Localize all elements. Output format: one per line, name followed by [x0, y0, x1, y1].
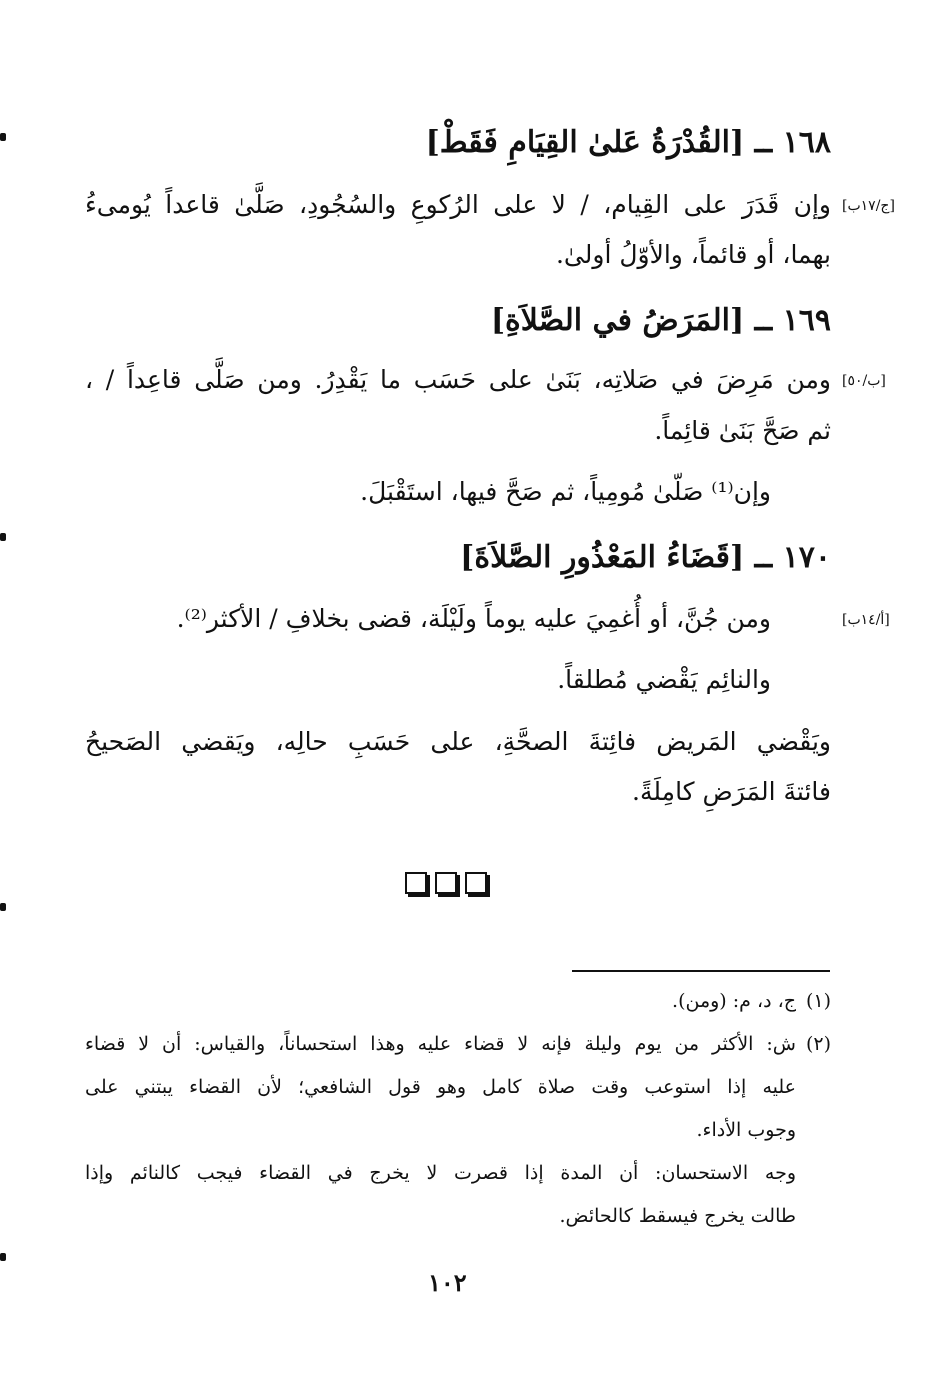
section-170-line-2: والنائِم يَقْضي مُطلقاً.	[557, 665, 771, 694]
footnote-2-line-1: ش: الأكثر من يوم وليلة فإنه لا قضاء عليه وهذا استحساناً، والقياس: أن لا قضاء	[85, 1033, 796, 1055]
footnote-2-line-2: عليه إذا استوعب وقت صلاة كامل وهو قول الشافعي؛ لأن القضاء يبتني على	[85, 1076, 796, 1098]
section-169-line-2: ثم صَحَّ بَنَىٰ قائِماً.	[654, 416, 831, 445]
margin-ref-169: [ب/٥٠]	[842, 373, 886, 389]
page-number: ١٠٢	[428, 1268, 467, 1297]
scan-edge-mark	[0, 533, 6, 541]
scan-edge-mark	[0, 903, 6, 911]
section-170-line-3: ويَقْضي المَريض فائِتةَ الصحَّةِ، على حَسَبِ حالِه، ويَقضي الصَحيحُ	[85, 727, 831, 756]
section-170-line-4: فائتةَ المَرَضِ كامِلَةً.	[632, 777, 831, 806]
section-169-line-3: وإن⁽¹⁾ صَلّىٰ مُومِياً، ثم صَحَّ فيها، استَقْبَلَ.	[360, 477, 771, 506]
section-169-heading: ١٦٩ ــ [المَرَضُ في الصَّلاَةِ]	[490, 303, 831, 338]
margin-ref-170: [أ/١٤ب]	[842, 612, 890, 628]
section-168-line-2: بهما، أو قائماً، والأوّلُ أولىٰ.	[555, 240, 831, 269]
footnote-1-number: (١)	[805, 990, 831, 1012]
section-end-ornament	[405, 872, 487, 894]
ornament-box	[435, 872, 457, 894]
scan-edge-mark	[0, 1253, 6, 1261]
scan-edge-mark	[0, 133, 6, 141]
footnote-2-line-5: طالت يخرج فيسقط كالحائض.	[559, 1205, 796, 1227]
footnote-2-line-3: وجوب الأداء.	[696, 1119, 796, 1141]
footnote-1-text: ج، د، م: (ومن).	[672, 990, 796, 1012]
section-168-line-1: وإن قَدَرَ على القِيام، / لا على الرُكوعِ والسُجُودِ، صَلَّىٰ قاعداً يُومىءُ	[85, 190, 831, 219]
section-170-heading: ١٧٠ ــ [قَضَاءُ المَعْذُورِ الصَّلاَةَ]	[460, 540, 831, 575]
footnote-2-number: (٢)	[805, 1033, 831, 1055]
footnote-separator	[572, 970, 830, 972]
section-168-heading: ١٦٨ ــ [القُدْرَةُ عَلىٰ القِيَامِ فَقَطْ]	[425, 125, 831, 160]
section-169-line-1: ومن مَرِضَ في صَلاتِه، بَنَىٰ على حَسَب ما يَقْدِرُ. ومن صَلَّى قاعِداً / ،	[85, 365, 831, 394]
margin-ref-168: [ج/١٧ب]	[842, 198, 895, 214]
ornament-box	[405, 872, 427, 894]
footnote-2-line-4: وجه الاستحسان: أن المدة إذا قصرت لا يخرج في القضاء فيجب كالنائم وإذا	[85, 1162, 796, 1184]
section-170-line-1: ومن جُنَّ، أو أُغمِيَ عليه يوماً ولَيْلَة، قضى بخلافِ / الأكثر⁽²⁾.	[176, 604, 771, 633]
ornament-box	[465, 872, 487, 894]
